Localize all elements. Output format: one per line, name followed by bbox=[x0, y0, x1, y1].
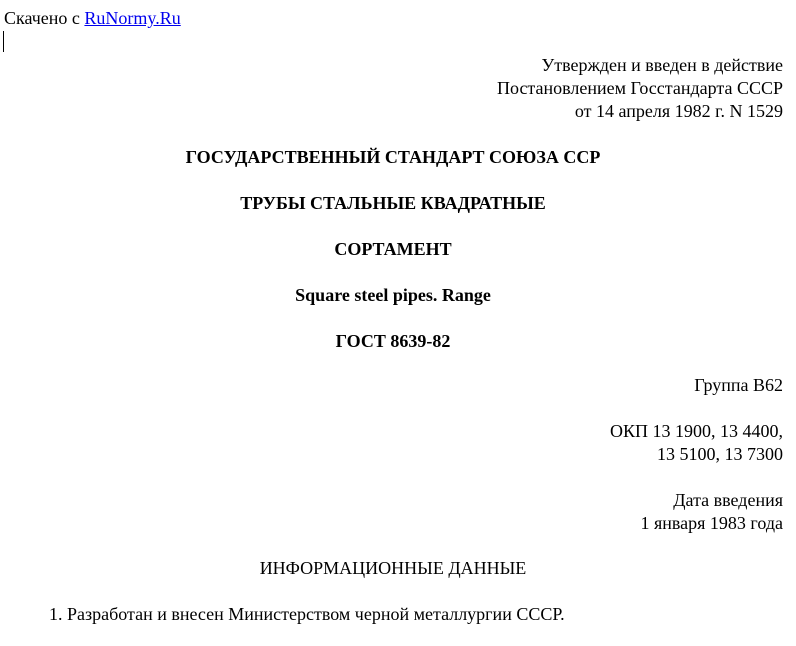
info-heading: ИНФОРМАЦИОННЫЕ ДАННЫЕ bbox=[259, 558, 527, 578]
section-title: СОРТАМЕНТ bbox=[334, 239, 452, 259]
text-cursor bbox=[3, 31, 4, 52]
approval-line-3: от 14 апреля 1982 г. N 1529 bbox=[574, 101, 783, 121]
approval-line-2: Постановлением Госстандарта СССР bbox=[497, 78, 783, 98]
source-link[interactable]: RuNormy.Ru bbox=[84, 8, 181, 28]
okp-line-1: ОКП 13 1900, 13 4400, bbox=[609, 421, 783, 441]
introduction-label: Дата введения bbox=[673, 490, 783, 510]
okp-line-2: 13 5100, 13 7300 bbox=[657, 444, 783, 464]
subject-title: ТРУБЫ СТАЛЬНЫЕ КВАДРАТНЫЕ bbox=[240, 193, 546, 213]
gost-number: ГОСТ 8639-82 bbox=[335, 331, 451, 351]
download-source-line bbox=[4, 7, 181, 29]
english-title: Square steel pipes. Range bbox=[295, 285, 491, 305]
info-item-1: 1. Разработан и внесен Министерством черной металлургии СССР. bbox=[49, 604, 565, 624]
download-source-prefix: Скачено с bbox=[4, 8, 85, 28]
introduction-date: 1 января 1983 года bbox=[640, 513, 783, 533]
approval-line-1: Утвержден и введен в действие bbox=[541, 55, 783, 75]
group-code: Группа В62 bbox=[694, 375, 783, 395]
state-standard-title: ГОСУДАРСТВЕННЫЙ СТАНДАРТ СОЮЗА ССР bbox=[185, 147, 601, 167]
